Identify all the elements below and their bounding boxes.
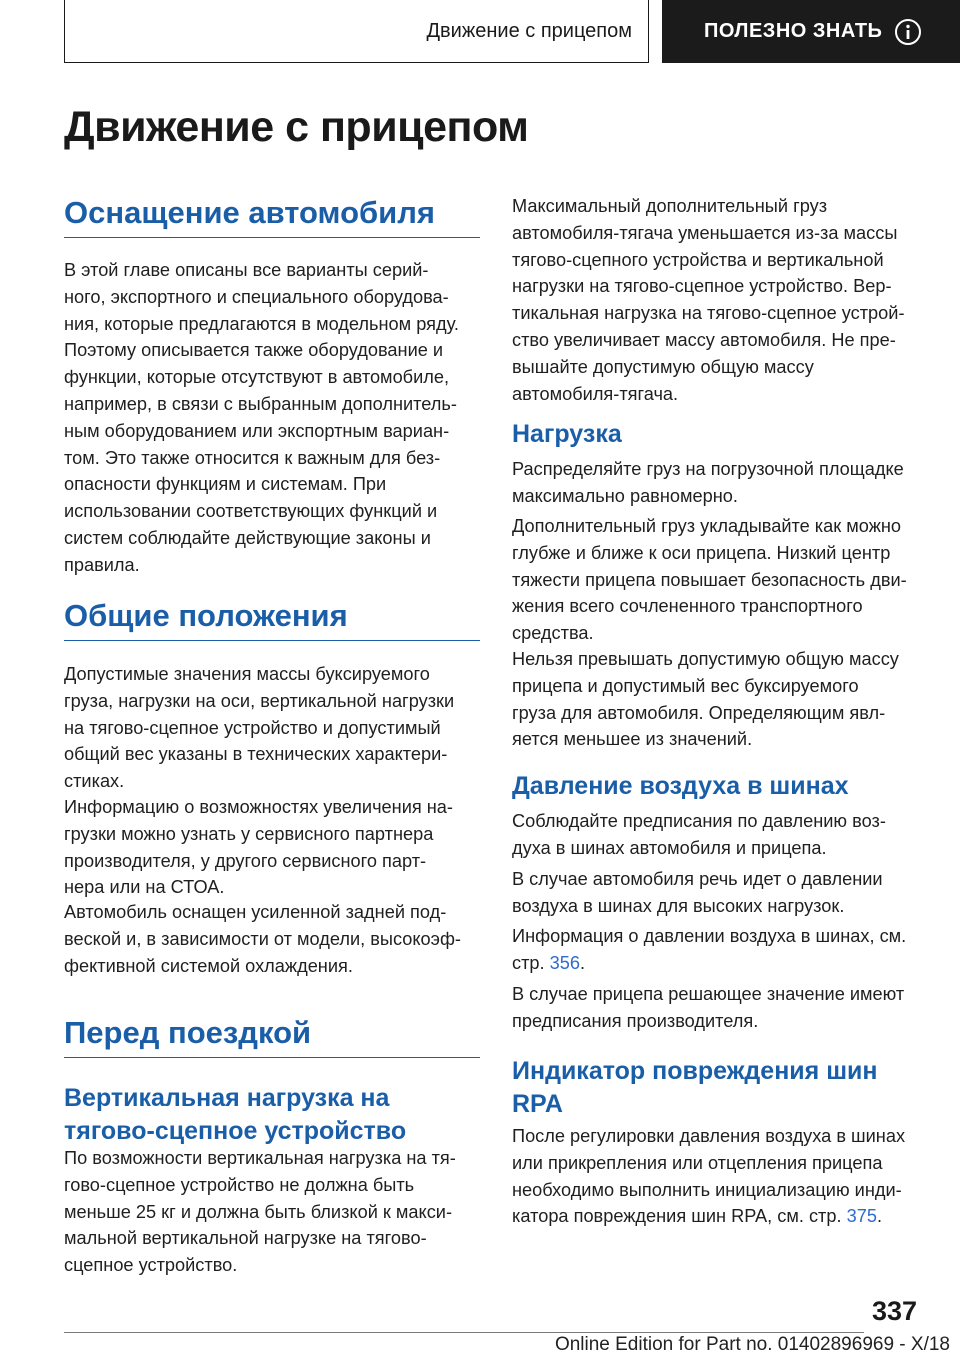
subsection-title-tire-pressure: Давление воздуха в шинах [512, 772, 849, 800]
section-title-before-trip: Перед поездкой [64, 1015, 480, 1058]
subsection-title-load: Нагрузка [512, 420, 622, 448]
section-title-equipment: Оснащение автомобиля [64, 195, 480, 238]
section-title-general: Общие положения [64, 598, 480, 641]
paragraph-additional-load: Максимальный дополнительный груз автомобиля-тягача уменьшается из-за массы тягово-сцепного устройства и вертикальной нагрузки на тягово-сцепное устройство. Вер- тикальная нагрузка на тягово-сцепное устрой- ство увеличивает массу автомобиля. Не пре- вышайте допустимую общую массу автомобиля-тягача. [512, 196, 905, 404]
paragraph-general-3: Автомобиль оснащен усиленной задней под- веской и, в зависимости от модели, высокоэф- фективной системой охлаждения. [64, 902, 461, 976]
paragraph-tire-1: Соблюдайте предписания по давлению воз- духа в шинах автомобиля и прицепа. [512, 811, 886, 858]
subsection-title-vertical-load: Вертикальная нагрузка на тягово-сцепное устройство [64, 1084, 407, 1145]
paragraph-vertical-load: По возможности вертикальная нагрузка на тя- гово-сцепное устройство не должна быть меньше 25 кг и должна быть близкой к макси- мальной вертикальной нагрузке на тягово- сцепное устройство. [64, 1148, 456, 1276]
paragraph-load-1: Распределяйте груз на погрузочной площадке максимально равномерно. [512, 459, 904, 506]
footer-divider [64, 1332, 864, 1333]
paragraph-load-2: Дополнительный груз укладывайте как можно глубже и ближе к оси прицепа. Низкий центр тяжести прицепа повышает безопасность дви- жения всего сочлененного транспортного средства. [512, 516, 907, 644]
page-link-356[interactable]: 356 [549, 952, 581, 973]
header-chapter-tab [64, 0, 649, 63]
header-section-tab [662, 0, 960, 63]
info-icon [894, 18, 922, 46]
paragraph-general-2: Информацию о возможностях увеличения на- грузки можно узнать у сервисного партнера производителя, у другого сервисного парт- нера или на СТОА. [64, 797, 453, 898]
paragraph-rpa: После регулировки давления воздуха в шинах или прикрепления или отцепления прицепа необходимо выполнить инициализацию инди- катора повреждения шин RPA, см. стр. 375. [512, 1126, 906, 1227]
paragraph-tire-2: В случае автомобиля речь идет о давлении воздуха в шинах для высоких нагрузок. [512, 869, 883, 916]
subsection-title-rpa: Индикатор повреждения шин RPA [512, 1057, 878, 1118]
paragraph-tire-3: Информация о давлении воздуха в шинах, см. стр. 356. [512, 926, 907, 973]
paragraph-equipment: В этой главе описаны все варианты серий- ного, экспортного и специального оборудова- ния, которые предлагаются в модельном ряду. Поэтому описывается также оборудование и функции, которые отсутствуют в автомобиле, например, в связи с выбранным дополнитель- ным оборудованием или экспортным вариан- том. Это также относится к важным для без- опасности функциям и системам. При использовании соответствующих функций и систем соблюдайте действующие законы и правила. [64, 260, 459, 575]
header-section-title: ПОЛЕЗНО ЗНАТЬ [704, 20, 883, 42]
header-chapter-title: Движение с прицепом [426, 19, 632, 42]
page-link-375[interactable]: 375 [846, 1206, 877, 1227]
paragraph-load-3: Нельзя превышать допустимую общую массу прицепа и допустимый вес буксируемого груза для автомобиля. Определяющим явл- яется меньшее из значений. [512, 649, 899, 750]
footer-edition: Online Edition for Part no. 01402896969 - X/18 [554, 1334, 950, 1355]
page-title: Движение с прицепом [64, 103, 529, 151]
paragraph-general-1: Допустимые значения массы буксируемого груза, нагрузки на оси, вертикальной нагрузки на тягово-сцепное устройство и допустимый общий вес указаны в технических характери- стиках. [64, 664, 455, 792]
paragraph-tire-4: В случае прицепа решающее значение имеют предписания производителя. [512, 984, 905, 1031]
page-number: 337 [872, 1296, 918, 1326]
